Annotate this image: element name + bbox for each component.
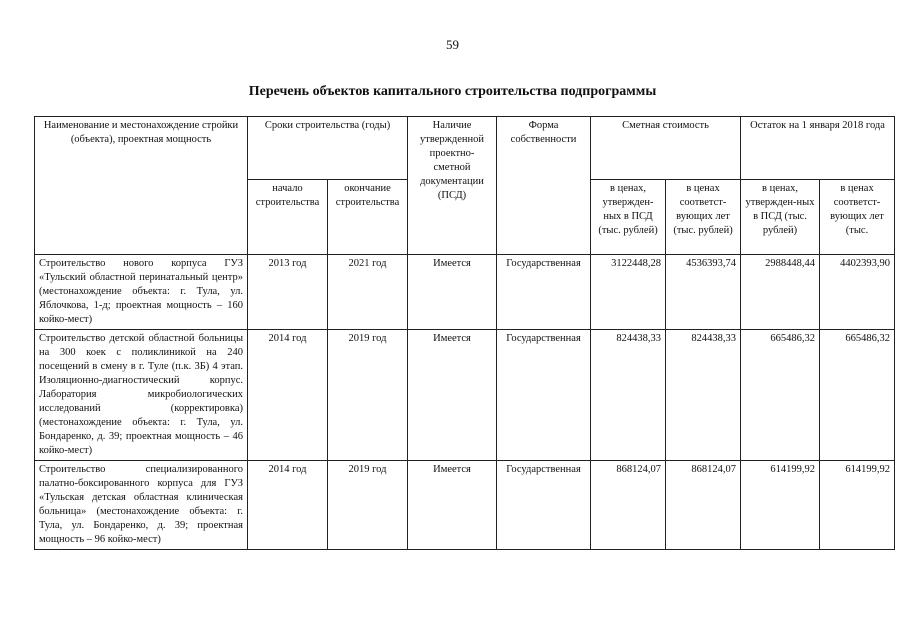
object-name: Строительство детской областной больницы на 300 коек с поликлиникой на 240 посещений в смену в г. Туле (п.к. 3Б) 4 этап. Изоляционно-диагностический корпус. Лаборатория микробиологических исследований (корректировка) (местонахождение объекта: г. Тула, ул. Бондаренко, д. 39; проектная мощность – 46 койко-мест)	[35, 330, 248, 461]
header-remainder: Остаток на 1 января 2018 года	[741, 117, 895, 180]
header-ownership: Форма собственности	[497, 117, 591, 255]
rem-psd-value: 665486,32	[741, 330, 820, 461]
header-rem-current: в ценах соответст-вующих лет (тыс.	[820, 180, 895, 255]
object-name: Строительство нового корпуса ГУЗ «Тульский областной перинатальный центр» (местонахождение объекта: г. Тула, ул. Яблочкова, 1-д; проектная мощность – 160 койко-мест)	[35, 255, 248, 330]
psd-status: Имеется	[408, 330, 497, 461]
header-rem-psd: в ценах, утвержден-ных в ПСД (тыс. рублей)	[741, 180, 820, 255]
cost-current-value: 4536393,74	[666, 255, 741, 330]
header-estimated-cost: Сметная стоимость	[591, 117, 741, 180]
cost-psd-value: 868124,07	[591, 461, 666, 550]
ownership-form: Государственная	[497, 330, 591, 461]
end-year: 2019 год	[328, 461, 408, 550]
start-year: 2013 год	[248, 255, 328, 330]
header-terms-end: окончание строительства	[328, 180, 408, 255]
end-year: 2019 год	[328, 330, 408, 461]
table-row	[35, 330, 895, 461]
header-cost-current: в ценах соответст-вующих лет (тыс. рублей)	[666, 180, 741, 255]
document-title: Перечень объектов капитального строительства подпрограммы	[248, 84, 657, 99]
start-year: 2014 год	[248, 330, 328, 461]
header-terms: Сроки строительства (годы)	[248, 117, 408, 180]
cost-psd-value: 824438,33	[591, 330, 666, 461]
psd-status: Имеется	[408, 461, 497, 550]
header-cost-psd: в ценах, утвержден-ных в ПСД (тыс. рублей)	[591, 180, 666, 255]
rem-psd-value: 2988448,44	[741, 255, 820, 330]
start-year: 2014 год	[248, 461, 328, 550]
capital-construction-table	[34, 116, 895, 550]
rem-current-value: 665486,32	[820, 330, 895, 461]
object-name: Строительство специализированного палатно-боксированного корпуса для ГУЗ «Тульская детская областная клиническая больница» (местонахождение объекта: г. Тула, ул. Бондаренко, д. 39; проектная мощность – 96 койко-мест)	[35, 461, 248, 550]
header-terms-start: начало строительства	[248, 180, 328, 255]
header-psd: Наличие утвержденной проектно-сметной документации (ПСД)	[408, 117, 497, 255]
cost-psd-value: 3122448,28	[591, 255, 666, 330]
psd-status: Имеется	[408, 255, 497, 330]
cost-current-value: 824438,33	[666, 330, 741, 461]
page-number: 59	[446, 37, 459, 52]
rem-psd-value: 614199,92	[741, 461, 820, 550]
end-year: 2021 год	[328, 255, 408, 330]
table-row	[35, 255, 895, 330]
rem-current-value: 4402393,90	[820, 255, 895, 330]
ownership-form: Государственная	[497, 461, 591, 550]
table-row	[35, 461, 895, 550]
ownership-form: Государственная	[497, 255, 591, 330]
header-name: Наименование и местонахождение стройки (объекта), проектная мощность	[35, 117, 248, 255]
cost-current-value: 868124,07	[666, 461, 741, 550]
rem-current-value: 614199,92	[820, 461, 895, 550]
